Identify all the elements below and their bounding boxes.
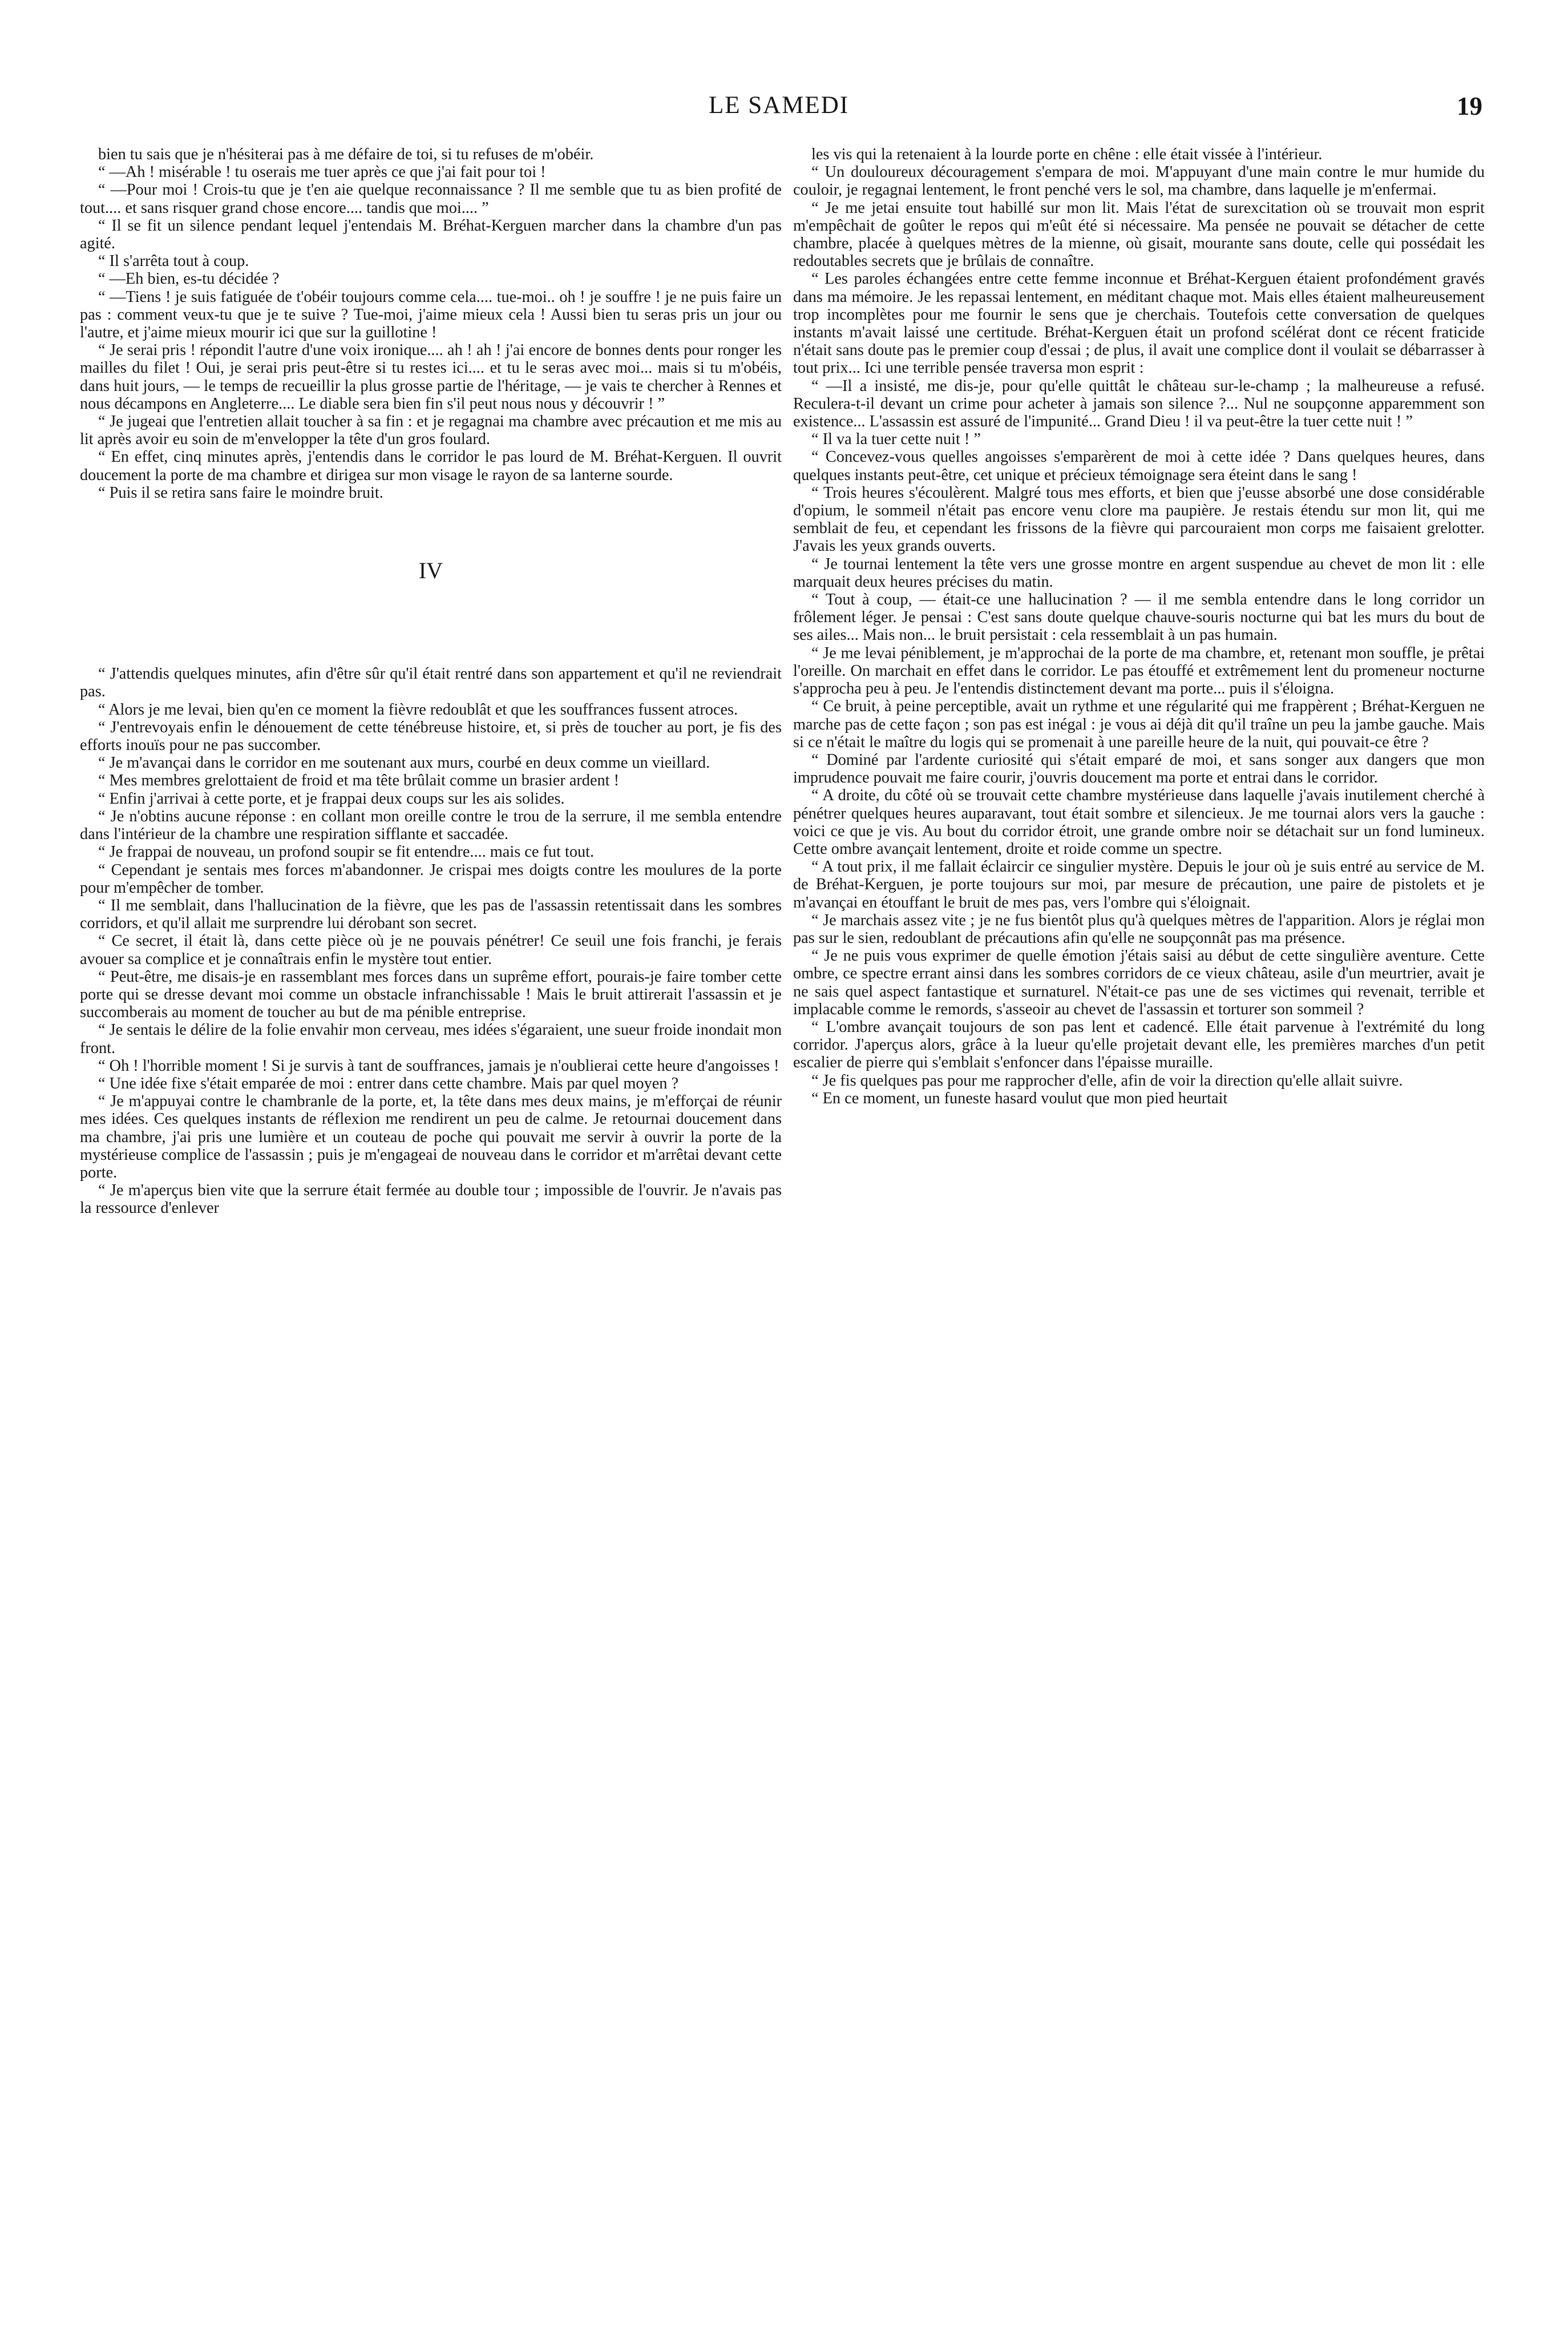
paragraph: “ Je me jetai ensuite tout habillé sur mon lit. Mais l'état de surexcitation où se trouvait mon esprit m'empêchait de goûter le repos qui m'eût été si nécessaire. Ma pensée ne pouvait se détacher de cette chambre, placée à quelques mètres de la mienne, où gisait, mourante sans doute, celle qui possédait les redoutables secrets que je brûlais de connaître. — [793, 199, 1485, 271]
paragraph: “ Je tournai lentement la tête vers une grosse montre en argent suspendue au chevet de mon lit : elle marquait deux heures précises du matin. — [793, 555, 1485, 591]
paragraph: “ Les paroles échangées entre cette femme inconnue et Bréhat-Kerguen étaient profondément gravés dans ma mémoire. Je les repassai lentement, en méditant chaque mot. Mais elles étaient malheureusement trop incomplètes pour me fournir le sens que je cherchais. Toutefois cette conversation de quelques instants m'avait laissé une certitude. Bréhat-Kerguen était un profond scélérat dont ce récent fraticide n'était sans doute pas le premier coup d'essai ; de plus, il avait une complice dont il voulait se débarrasser à tout prix... Ici une terrible pensée traversa mon esprit : — [793, 270, 1485, 377]
paragraph: “ En ce moment, un funeste hasard voulut que mon pied heurtait — [811, 1089, 1228, 1107]
paragraph: “ Je jugeai que l'entretien allait toucher à sa fin : et je regagnai ma chambre avec précaution et me mis au lit après avoir eu soin de m'envelopper la tête d'un gros foulard. — [80, 413, 782, 449]
paragraph: “ Il s'arrêta tout à coup. — [98, 252, 249, 271]
paragraph: “ A tout prix, il me fallait éclaircir ce singulier mystère. Depuis le jour où je suis entré au service de M. de Bréhat-Kerguen, je porte toujours sur moi, par mesure de précaution, une paire de pistolets et je m'avançai en étouffant le bruit de mes pas, vers l'ombre qui s'éloignait. — [793, 858, 1485, 912]
paragraph: “ —Pour moi ! Crois-tu que je t'en aie quelque reconnaissance ? Il me semble que tu as bien profité de tout.... et sans risquer grand chose encore.... tandis que moi.... ” — [80, 181, 782, 217]
page-number: 19 — [1457, 92, 1482, 120]
paragraph: “ Je fis quelques pas pour me rapprocher d'elle, afin de voir la direction qu'elle allait suivre. — [811, 1071, 1403, 1090]
paragraph: “ Puis il se retira sans faire le moindre bruit. — [98, 483, 383, 502]
paragraph: “ Mes membres grelottaient de froid et ma tête brûlait comme un brasier ardent ! — [98, 772, 620, 790]
paragraph: “ Cependant je sentais mes forces m'abandonner. Je crispai mes doigts contre les moulures de la porte pour m'empêcher de tomber. — [80, 861, 782, 897]
paragraph: “ Dominé par l'ardente curiosité qui s'était emparé de moi, et sans songer aux dangers que mon imprudence pouvait me faire courir, j'ouvris doucement ma porte et entrai dans le corridor. — [793, 751, 1485, 787]
paragraph: “ —Tiens ! je suis fatiguée de t'obéir toujours comme cela.... tue-moi.. oh ! je souffre ! je ne puis faire un pas : comment veux-tu que je te suive ? Tue-moi, j'aime mieux cela ! Aussi bien tu seras pris un jour ou l'autre, et j'aime mieux mourir ici que sur la guillotine ! — [80, 288, 782, 342]
paragraph: “ En effet, cinq minutes après, j'entendis dans le corridor le pas lourd de M. Bréhat-Kerguen. Il ouvrit doucement la porte de ma chambre et dirigea sur mon visage le rayon de sa lanterne sourde. — [80, 448, 782, 484]
paragraph: “ Concevez-vous quelles angoisses s'emparèrent de moi à cette idée ? Dans quelques heures, dans quelques instants peut-être, cet unique et précieux témoignage sera éteint dans le sang ! — [793, 448, 1485, 484]
paragraph: “ L'ombre avançait toujours de son pas lent et cadencé. Elle était parvenue à l'extrémité du long corridor. J'aperçus alors, grâce à la lueur qu'elle projetait devant elle, les premières marches d'un petit escalier de pierre qui s'emblait s'enfoncer dans l'épaisse muraille. — [793, 1018, 1485, 1072]
paragraph: “ Tout à coup, — était-ce une hallucination ? — il me sembla entendre dans le long corridor un frôlement léger. Je pensai : C'est sans doute quelque chauve-souris nocturne qui bat les murs du bout de ses ailes... Mais non... le bruit persistait : cela ressemblait à un pas humain. — [793, 591, 1485, 644]
paragraph: “ Ce bruit, à peine perceptible, avait un rythme et une régularité qui me frappèrent ; Bréhat-Kerguen ne marche pas de cette façon ; son pas est inégal : je vous ai déjà dit qu'il traîne un peu la jambe gauche. Mais si ce n'était le maître du logis qui se promenait à une pareille heure de la nuit, qui pouvait-ce être ? — [793, 697, 1485, 751]
left-column-first-part — [80, 146, 782, 502]
right-column-text — [793, 146, 1485, 1107]
paragraph: “ —Il a insisté, me dis-je, pour qu'elle quittât le château sur-le-champ ; la malheureuse a refusé. Reculera-t-il devant un crime pour acheter à jamais son silence ?... Nul ne soupçonne apparemment son existence... L'assassin est assuré de l'impunité... Grand Dieu ! il va peut-être la tuer cette nuit ! ” — [793, 377, 1485, 431]
page-header — [75, 91, 1482, 131]
paragraph: “ Alors je me levai, bien qu'en ce moment la fièvre redoublât et que les souffrances fussent atroces. — [98, 700, 738, 719]
paragraph: “ A droite, du côté où se trouvait cette chambre mystérieuse dans laquelle j'avais inutilement cherché à pénétrer quelques heures auparavant, tout était sombre et silencieux. Je me tournai alors vers la gauche : voici ce que je vis. Au bout du corridor étroit, une grande ombre noir se détachait sur un fond lumineux. Cette ombre avançait lentement, droite et roide comme un spectre. — [793, 787, 1485, 858]
left-column-second-part — [80, 665, 782, 1217]
paragraph: “ Je ne puis vous exprimer de quelle émotion j'étais saisi au début de cette singulière aventure. Cette ombre, ce spectre errant ainsi dans les sombres corridors de ce vieux château, asile d'un meurtrier, avait je ne sais quel aspect fantastique et surnaturel. N'était-ce pas une de ses victimes qui revenait, terrible et implacable comme le remords, s'asseoir au chevet de l'assassin et torturer son sommeil ? — [793, 947, 1485, 1018]
paragraph: “ Enfin j'arrivai à cette porte, et je frappai deux coups sur les ais solides. — [98, 789, 565, 808]
paragraph: “ Une idée fixe s'était emparée de moi : entrer dans cette chambre. Mais par quel moyen ? — [98, 1074, 679, 1092]
section-heading: IV — [418, 558, 443, 584]
paragraph: “ Je n'obtins aucune réponse : en collant mon oreille contre le trou de la serrure, il me sembla entendre dans l'intérieur de la chambre une respiration sifflante et saccadée. — [80, 807, 782, 844]
paragraph: “ Oh ! l'horrible moment ! Si je survis à tant de souffrances, jamais je n'oublierai cette heure d'angoisses ! — [98, 1056, 779, 1075]
paragraph: “ Je frappai de nouveau, un profond soupir se fit entendre.... mais ce fut tout. — [98, 843, 595, 861]
paragraph: “ Je serai pris ! répondit l'autre d'une voix ironique.... ah ! ah ! j'ai encore de bonnes dents pour ronger les mailles du filet ! Oui, je serai pris peut-être si tu restes ici.... et tu le seras avec moi... mais si tu m'obéis, dans huit jours, — le temps de recueillir la plus grosse partie de l'héritage, — je vais te chercher à Rennes et nous décampons en Angleterre.... Le diable sera bien fin s'il peut nous nous y découvrir ! ” — [80, 341, 782, 413]
paragraph: “ Il se fit un silence pendant lequel j'entendais M. Bréhat-Kerguen marcher dans la chambre d'un pas agité. — [80, 216, 782, 253]
paragraph: bien tu sais que je n'hésiterai pas à me défaire de toi, si tu refuses de m'obéir. — [98, 146, 594, 163]
paragraph: “ Je marchais assez vite ; je ne fus bientôt plus qu'à quelques mètres de l'apparition. Alors je réglai mon pas sur le sien, redoublant de précautions afin qu'elle ne soupçonnât pas ma présence. — [793, 911, 1485, 947]
paragraph: “ Il va la tuer cette nuit ! ” — [811, 430, 981, 449]
paragraph: “ Il me semblait, dans l'hallucination de la fièvre, que les pas de l'assassin retentissait dans les sombres corridors, et qu'il allait me surprendre lui dérobant son secret. — [80, 896, 782, 933]
paragraph: “ Un douloureux découragement s'empara de moi. M'appuyant d'une main contre le mur humide du couloir, je regagnai lentement, le front penché vers le sol, ma chambre, dans laquelle je m'enfermai. — [793, 163, 1485, 199]
paragraph: “ J'attendis quelques minutes, afin d'être sûr qu'il était rentré dans son appartement et qu'il ne reviendrait pas. — [80, 665, 782, 701]
paragraph: “ Je m'avançai dans le corridor en me soutenant aux murs, courbé en deux comme un vieillard. — [98, 754, 710, 772]
left-column — [80, 146, 782, 1217]
paragraph: “ Je m'appuyai contre le chambranle de la porte, et, la tête dans mes deux mains, je m'efforçai de réunir mes idées. Ces quelques instants de réflexion me rendirent un peu de calme. Je retournai doucement dans ma chambre, j'ai pris une lumière et un couteau de poche qui pouvait me servir à ouvrir la porte de la mystérieuse complice de l'assassin ; puis je m'engageai de nouveau dans le corridor et m'arrêtai devant cette porte. — [80, 1092, 782, 1181]
paragraph: “ Trois heures s'écoulèrent. Malgré tous mes efforts, et bien que j'eusse absorbé une dose considérable d'opium, le sommeil n'était pas encore venu clore ma paupière. Je restais étendu sur mon lit, qui me semblait de feu, et cependant les frissons de la fièvre qui parcouraient mon corps me faisaient grelotter. J'avais les yeux grands ouverts. — [793, 483, 1485, 555]
paragraph: “ Je me levai péniblement, je m'approchai de la porte de ma chambre, et, retenant mon souffle, je prêtai l'oreille. On marchait en effet dans le corridor. Le pas étouffé et extrêmement lent du promeneur nocturne s'approcha peu à peu. Je l'entendis distinctement devant ma porte... puis il s'éloigna. — [793, 644, 1485, 698]
paragraph: les vis qui la retenaient à la lourde porte en chêne : elle était vissée à l'intérieur. — [811, 146, 1323, 163]
paragraph: “ —Ah ! misérable ! tu oserais me tuer après ce que j'ai fait pour toi ! — [98, 163, 546, 182]
paragraph: “ —Eh bien, es-tu décidée ? — [98, 270, 280, 288]
right-column — [793, 146, 1485, 1107]
journal-title: LE SAMEDI — [708, 92, 850, 119]
paragraph: “ J'entrevoyais enfin le dénouement de cette ténébreuse histoire, et, si près de toucher au port, je fis des efforts inouïs pour ne pas succomber. — [80, 718, 782, 755]
paragraph: “ Ce secret, il était là, dans cette pièce où je ne pouvais pénétrer! Ce seuil une fois franchi, je ferais avouer sa complice et je connaîtrais enfin le mystère tout entier. — [80, 932, 782, 968]
paragraph: “ Je sentais le délire de la folie envahir mon cerveau, mes idées s'égaraient, une sueur froide inondait mon front. — [80, 1021, 782, 1057]
paragraph: “ Je m'aperçus bien vite que la serrure était fermée au double tour ; impossible de l'ouvrir. Je n'avais pas la ressource d'enlever — [80, 1181, 782, 1217]
paragraph: “ Peut-être, me disais-je en rassemblant mes forces dans un suprême effort, pourais-je faire tomber cette porte qui se dresse devant moi comme un obstacle infranchissable ! Mais le bruit attirerait l'assassin et je succomberais au moment de toucher au but de ma pénible entreprise. — [80, 967, 782, 1022]
